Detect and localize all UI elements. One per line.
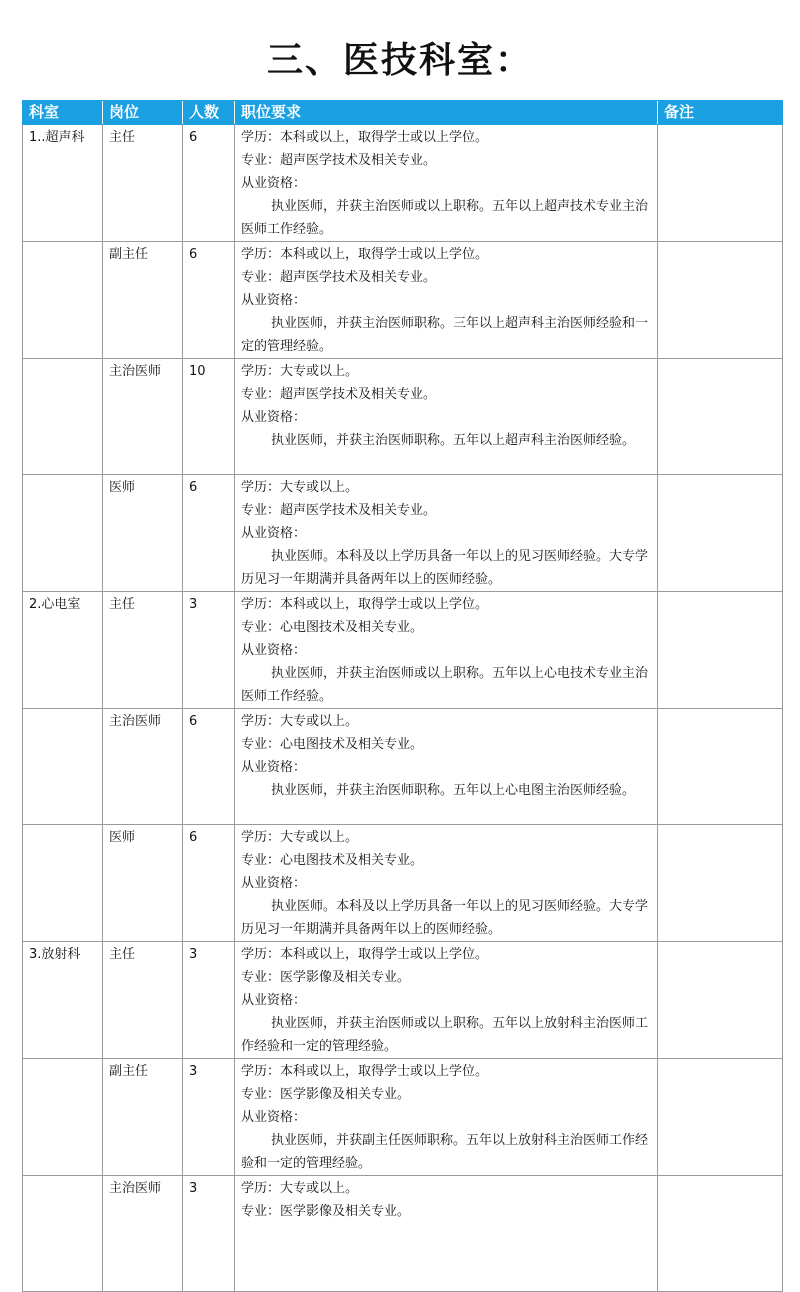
post-cell: 医师 (103, 475, 183, 592)
dept-cell (23, 475, 103, 592)
dept-cell (23, 825, 103, 942)
dept-cell: 2.心电室 (23, 592, 103, 709)
dept-cell (23, 1176, 103, 1292)
requirements-cell (235, 475, 658, 592)
qualification-req: 执业医师。本科及以上学历具备一年以上的见习医师经验。大专学历见习一年期满并具备两年以上的医师经验。 (241, 549, 649, 587)
note-cell (658, 125, 783, 242)
qualification-label: 从业资格： (241, 876, 307, 891)
post-cell: 主任 (103, 125, 183, 242)
recruitment-table (22, 100, 783, 1292)
table-header-row (23, 101, 783, 125)
major-req: 专业：心电图技术及相关专业。 (241, 620, 424, 635)
count-cell: 3 (183, 942, 235, 1059)
qualification-label: 从业资格： (241, 760, 307, 775)
major-req: 专业：医学影像及相关专业。 (241, 970, 411, 985)
dept-cell: 1..超声科 (23, 125, 103, 242)
qualification-req: 执业医师，并获主治医师或以上职称。五年以上放射科主治医师工作经验和一定的管理经验。 (241, 1016, 649, 1054)
major-req: 专业：超声医学技术及相关专业。 (241, 153, 437, 168)
education-req: 学历：本科或以上，取得学士或以上学位。 (241, 1064, 489, 1079)
table-row (23, 475, 783, 592)
table-row (23, 709, 783, 825)
table-row (23, 242, 783, 359)
table-row (23, 1176, 783, 1292)
note-cell (658, 1176, 783, 1292)
dept-cell (23, 359, 103, 475)
note-cell (658, 592, 783, 709)
qualification-req: 执业医师，并获主治医师或以上职称。五年以上心电技术专业主治医师工作经验。 (241, 666, 649, 704)
qualification-req: 执业医师。本科及以上学历具备一年以上的见习医师经验。大专学历见习一年期满并具备两年以上的医师经验。 (241, 899, 649, 937)
requirements-cell (235, 1176, 658, 1292)
post-cell: 副主任 (103, 1059, 183, 1176)
major-req: 专业：超声医学技术及相关专业。 (241, 387, 437, 402)
count-cell: 3 (183, 1059, 235, 1176)
note-cell (658, 242, 783, 359)
education-req: 学历：本科或以上，取得学士或以上学位。 (241, 597, 489, 612)
dept-cell (23, 709, 103, 825)
count-cell: 3 (183, 1176, 235, 1292)
education-req: 学历：大专或以上。 (241, 1181, 359, 1196)
post-cell: 主治医师 (103, 1176, 183, 1292)
table-row (23, 592, 783, 709)
page-title: 三、医技科室： (266, 40, 533, 81)
education-req: 学历：大专或以上。 (241, 364, 359, 379)
post-cell: 副主任 (103, 242, 183, 359)
qualification-req: 执业医师，并获副主任医师职称。五年以上放射科主治医师工作经验和一定的管理经验。 (241, 1133, 649, 1171)
qualification-req: 执业医师，并获主治医师职称。三年以上超声科主治医师经验和一定的管理经验。 (241, 316, 649, 354)
table-row (23, 1059, 783, 1176)
requirements-cell (235, 709, 658, 825)
note-cell (658, 825, 783, 942)
requirements-cell (235, 592, 658, 709)
table-row (23, 825, 783, 942)
note-cell (658, 1059, 783, 1176)
count-cell: 6 (183, 825, 235, 942)
qualification-req: 执业医师，并获主治医师职称。五年以上超声科主治医师经验。 (271, 433, 636, 448)
note-cell (658, 942, 783, 1059)
table-row (23, 942, 783, 1059)
requirements-cell (235, 242, 658, 359)
qualification-label: 从业资格： (241, 1110, 307, 1125)
requirements-cell (235, 825, 658, 942)
header-post: 岗位 (103, 101, 183, 125)
qualification-label: 从业资格： (241, 643, 307, 658)
qualification-req: 执业医师，并获主治医师或以上职称。五年以上超声技术专业主治医师工作经验。 (241, 199, 649, 237)
education-req: 学历：大专或以上。 (241, 714, 359, 729)
major-req: 专业：心电图技术及相关专业。 (241, 853, 424, 868)
dept-cell (23, 242, 103, 359)
education-req: 学历：本科或以上，取得学士或以上学位。 (241, 947, 489, 962)
qualification-label: 从业资格： (241, 993, 307, 1008)
education-req: 学历：大专或以上。 (241, 830, 359, 845)
requirements-cell (235, 942, 658, 1059)
header-count: 人数 (183, 101, 235, 125)
major-req: 专业：超声医学技术及相关专业。 (241, 503, 437, 518)
requirements-cell (235, 125, 658, 242)
major-req: 专业：心电图技术及相关专业。 (241, 737, 424, 752)
count-cell: 6 (183, 475, 235, 592)
count-cell: 6 (183, 709, 235, 825)
requirements-cell (235, 359, 658, 475)
education-req: 学历：大专或以上。 (241, 480, 359, 495)
count-cell: 3 (183, 592, 235, 709)
requirements-cell (235, 1059, 658, 1176)
note-cell (658, 709, 783, 825)
post-cell: 主任 (103, 942, 183, 1059)
post-cell: 主治医师 (103, 709, 183, 825)
qualification-req: 执业医师，并获主治医师职称。五年以上心电图主治医师经验。 (271, 783, 636, 798)
qualification-label: 从业资格： (241, 293, 307, 308)
major-req: 专业：超声医学技术及相关专业。 (241, 270, 437, 285)
qualification-label: 从业资格： (241, 526, 307, 541)
header-requirements: 职位要求 (235, 101, 658, 125)
dept-cell: 3.放射科 (23, 942, 103, 1059)
header-notes: 备注 (658, 101, 783, 125)
major-req: 专业：医学影像及相关专业。 (241, 1204, 411, 1219)
major-req: 专业：医学影像及相关专业。 (241, 1087, 411, 1102)
qualification-label: 从业资格： (241, 176, 307, 191)
note-cell (658, 359, 783, 475)
count-cell: 10 (183, 359, 235, 475)
table-row (23, 359, 783, 475)
table-row (23, 125, 783, 242)
header-dept: 科室 (23, 101, 103, 125)
post-cell: 主治医师 (103, 359, 183, 475)
qualification-label: 从业资格： (241, 410, 307, 425)
education-req: 学历：本科或以上，取得学士或以上学位。 (241, 247, 489, 262)
count-cell: 6 (183, 242, 235, 359)
post-cell: 主任 (103, 592, 183, 709)
count-cell: 6 (183, 125, 235, 242)
dept-cell (23, 1059, 103, 1176)
note-cell (658, 475, 783, 592)
education-req: 学历：本科或以上，取得学士或以上学位。 (241, 130, 489, 145)
post-cell: 医师 (103, 825, 183, 942)
